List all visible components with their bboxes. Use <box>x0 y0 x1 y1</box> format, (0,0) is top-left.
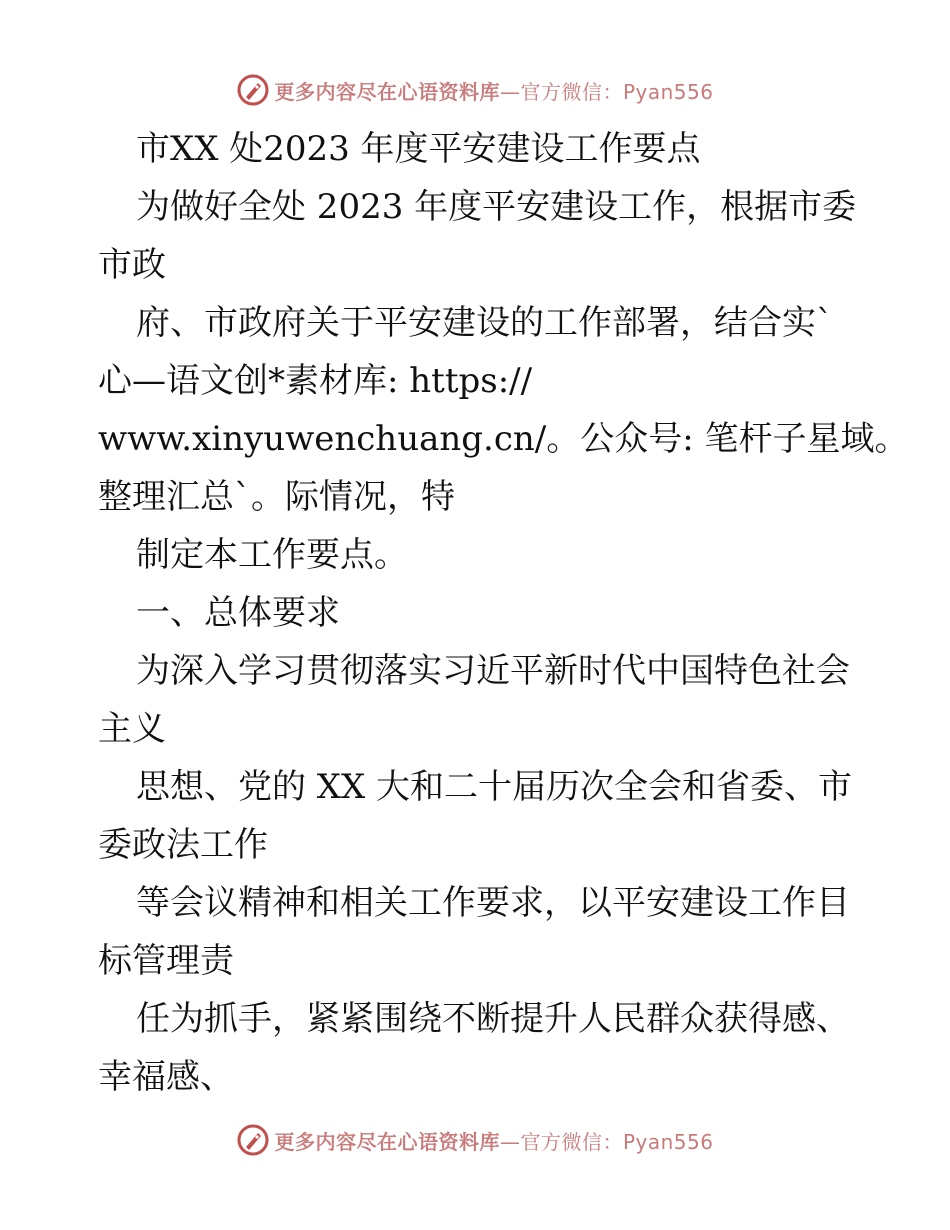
pen-nib-circle-icon <box>236 1123 270 1157</box>
document-line: 市XX 处2023 年度平安建设工作要点 <box>136 129 701 169</box>
banner-wechat-text: 官方微信：Pyan556 <box>520 1129 714 1154</box>
document-line: 为做好全处 2023 年度平安建设工作，根据市委 <box>136 187 857 227</box>
document-line: 思想、党的 XX 大和二十届历次全会和省委、市 <box>136 767 853 807</box>
document-line: 主义 <box>98 709 166 749</box>
document-line: 市政 <box>98 245 166 285</box>
banner-main-text: 更多内容尽在心语资料库 <box>274 79 500 104</box>
document-line: 等会议精神和相关工作要求，以平安建设工作目 <box>136 883 850 923</box>
document-line: 整理汇总`。际情况，特 <box>98 477 455 517</box>
document-line: 为深入学习贯彻落实习近平新时代中国特色社会 <box>136 651 850 691</box>
document-line: 一、总体要求 <box>136 593 340 633</box>
document-line: 幸福感、 <box>98 1057 234 1097</box>
pen-nib-circle-icon <box>236 73 270 107</box>
document-line: www.xinyuwenchuang.cn/。公众号: 笔杆子星域。 <box>98 419 909 459</box>
header-banner <box>0 70 950 110</box>
document-body <box>98 120 909 1106</box>
banner-wechat-text: 官方微信：Pyan556 <box>520 79 714 104</box>
banner-dash: — <box>499 79 521 104</box>
footer-banner <box>0 1120 950 1160</box>
banner-text <box>274 76 713 105</box>
document-line: 委政法工作 <box>98 825 268 865</box>
document-line: 心—语文创*素材库: https:// <box>98 361 533 401</box>
document-line: 府、市政府关于平安建设的工作部署，结合实` <box>136 303 833 343</box>
document-line: 标管理责 <box>98 941 234 981</box>
document-line: 制定本工作要点。 <box>136 535 408 575</box>
document-line: 任为抓手，紧紧围绕不断提升人民群众获得感、 <box>136 999 850 1039</box>
banner-main-text: 更多内容尽在心语资料库 <box>274 1129 500 1154</box>
banner-dash: — <box>499 1129 521 1154</box>
banner-text <box>274 1126 713 1155</box>
